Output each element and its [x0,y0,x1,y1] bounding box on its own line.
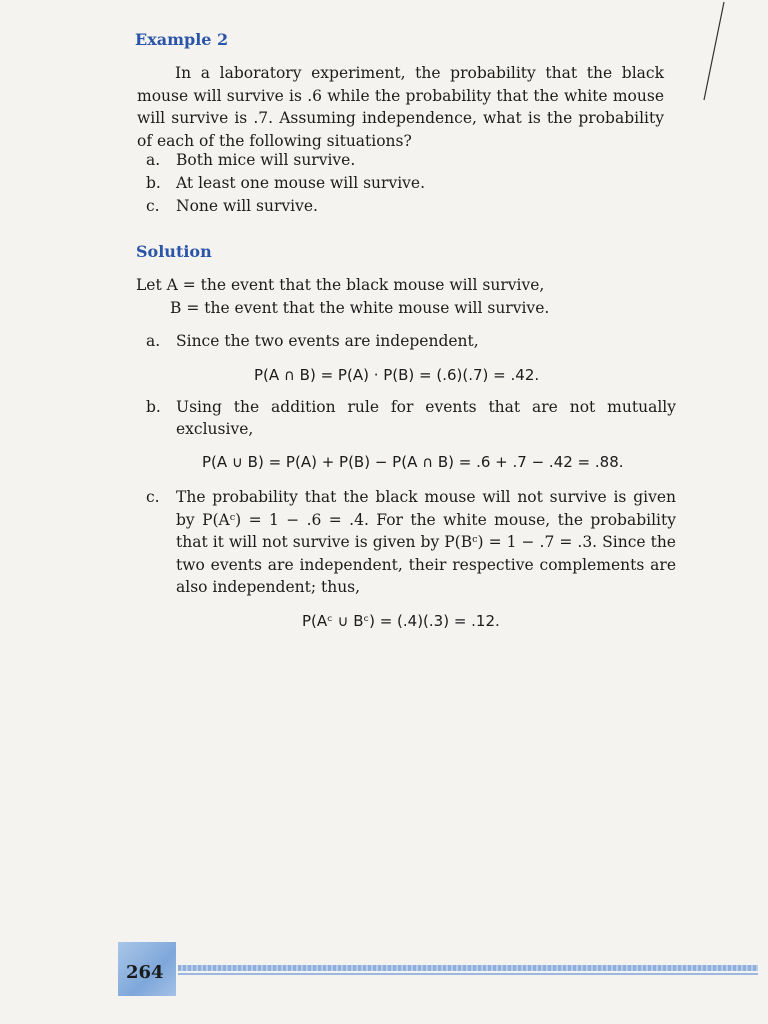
item-text: None will survive. [176,197,318,215]
solution-b [146,396,676,440]
item-text: At least one mouse will survive. [176,174,426,192]
let-line-2: B = the event that the white mouse will survive. [170,299,550,317]
formula-b: P(A ∪ B) = P(A) + P(B) − P(A ∩ B) = .6 + .7 − .42 = .88. [202,453,624,471]
problem-item-c [146,195,318,217]
page-number: 264 [126,962,164,983]
formula-a: P(A ∩ B) = P(A) · P(B) = (.6)(.7) = .42. [254,366,540,384]
solution-a [146,330,479,352]
item-text: Since the two events are independent, [176,332,479,350]
example-heading: Example 2 [135,30,229,49]
solution-heading: Solution [136,242,212,261]
footer-rule [178,965,758,971]
item-label: b. [146,174,161,192]
problem-statement: In a laboratory experiment, the probability that the black mouse will survive is .6 while the probability that the white mouse will survive is .7. Assuming independence, what is the probability of each of the following situations? [137,64,664,150]
solution-c [146,486,676,599]
item-label: a. [146,332,161,350]
item-label: a. [146,151,161,169]
margin-pencil-line [700,0,726,110]
formula-c: P(Aᶜ ∪ Bᶜ) = (.4)(.3) = .12. [302,612,500,630]
problem-item-a [146,149,355,171]
item-label: c. [146,488,160,506]
problem-item-b [146,172,425,194]
item-label: c. [146,197,160,215]
item-text: Using the addition rule for events that are not mutually exclusive, [176,398,676,438]
item-text: Both mice will survive. [176,151,356,169]
item-label: b. [146,398,161,416]
footer-rule-underline [178,973,758,975]
let-line-1: Let A = the event that the black mouse will survive, [136,276,545,294]
item-text: The probability that the black mouse will not survive is given by P(Aᶜ) = 1 − .6 = .4. For the white mouse, the probability that it will not survive is given by P(Bᶜ) = 1 − .7 = .3. Since the two events are independent, their respective complements are also independent; thus, [176,488,676,596]
